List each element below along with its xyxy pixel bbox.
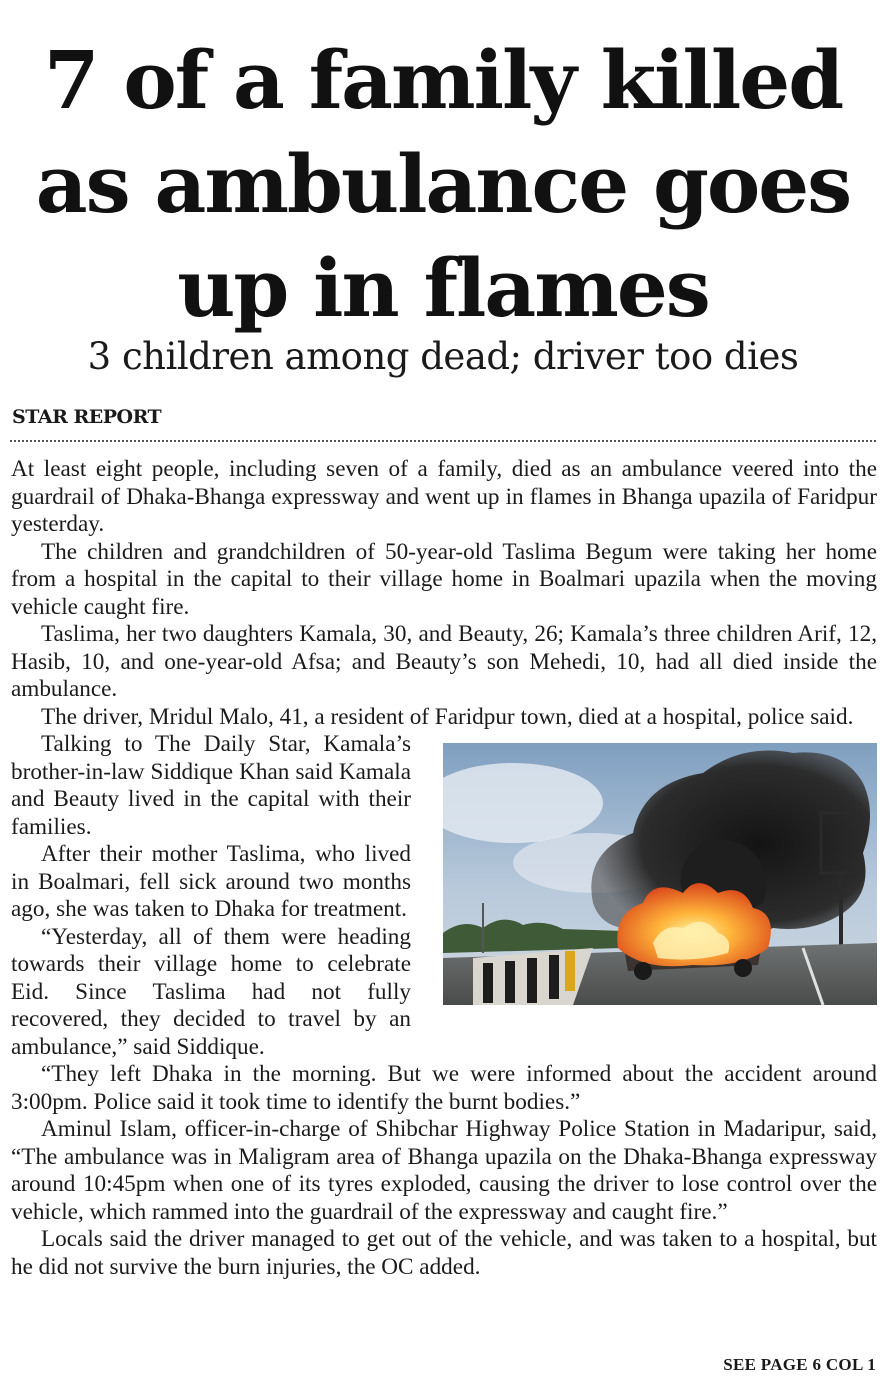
headline-line-1: 7 of a family killed [43,33,843,127]
continuation-note: SEE PAGE 6 COL 1 [723,1355,876,1374]
headline-line-2: as ambulance goes [35,137,851,231]
photo-wheel [734,959,752,977]
photo-barrier-stripe [483,963,493,1003]
dotted-divider [10,440,876,442]
article-paragraph-4: The driver, Mridul Malo, 41, a resident of Faridpur town, died at a hospital, police said. [41,703,854,730]
article-paragraph-5: Talking to The Daily Star, Kamala’s brother-in-law Siddique Khan said Kamala and Beauty lived in the capital with their families. [11,731,411,840]
photo-wheel [634,962,652,980]
photo-barrier-stripe [527,958,537,1003]
article-paragraph-1: At least eight people, including seven of a family, died as an ambulance veered into the guardrail of Dhaka-Bhanga expressway and went up in flames in Bhanga upazila of Faridpur yesterday. [11,456,877,537]
headline-line-3: up in flames [177,241,709,335]
subheadline: 3 children among dead; driver too dies [87,335,799,378]
article-body [11,456,877,1281]
article-paragraph-2: The children and grandchildren of 50-year-old Taslima Begum were taking her home from a hospital in the capital to their village home in Boalmari upazila when the moving vehicle caught fire. [11,538,877,620]
burning-ambulance-photo [443,743,877,1005]
byline: STAR REPORT [12,406,162,428]
article-paragraph-8: “They left Dhaka in the morning. But we were informed about the accident around 3:00pm. Police said it took time to identify the burnt bodies.” [11,1061,877,1115]
photo-barrier-stripe [549,955,559,999]
article-paragraph-3: Taslima, her two daughters Kamala, 30, and Beauty, 26; Kamala’s three children Arif, 12, Hasib, 10, and one-year-old Afsa; and Beauty’s son Mehedi, 10, had all died inside the ambulance. [11,621,877,702]
article-paragraph-9: Aminul Islam, officer-in-charge of Shibchar Highway Police Station in Madaripur, said, “The ambulance was in Maligram area of Bhanga upazila on the Dhaka-Bhanga expressway around 10:45pm when one of its tyres exploded, causing the driver to lose control over the vehicle, which rammed into the guardrail of the expressway and caught fire.” [11,1116,877,1225]
photo-barrier-stripe [565,951,575,991]
headline [0,28,886,340]
article-paragraph-6: After their mother Taslima, who lived in Boalmari, fell sick around two months ago, she was taken to Dhaka for treatment. [11,841,411,922]
photo-barrier-stripe [505,961,515,1003]
article-paragraph-7: “Yesterday, all of them were heading towards their village home to celebrate Eid. Since Taslima had not fully recovered, they decided to travel by an ambulance,” said Siddique. [11,923,411,1060]
article-paragraph-10: Locals said the driver managed to get out of the vehicle, and was taken to a hospital, but he did not survive the burn injuries, the OC added. [11,1226,877,1280]
